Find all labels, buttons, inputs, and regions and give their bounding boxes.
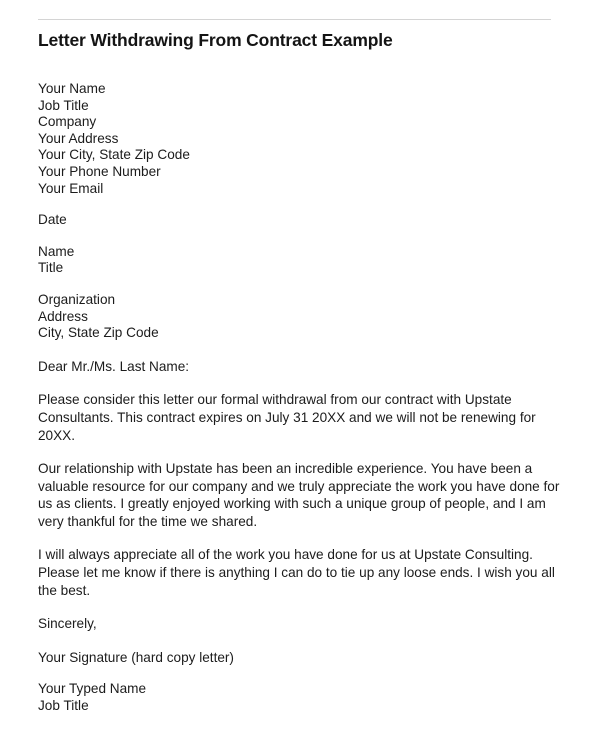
recipient-address-block (38, 292, 566, 342)
recipient-line: Title (38, 260, 64, 276)
sender-line: Your Address (38, 130, 119, 146)
sender-line: Your City, State Zip Code (38, 147, 190, 163)
body-paragraph: Our relationship with Upstate has been an incredible experience. You have been a valuable resource for our company and we truly appreciate the work you have done for us as clients. I greatly enjoyed working with such a unique group of people, and I am very thankful for the time we shared. (38, 461, 560, 529)
signoff-line: Job Title (38, 698, 89, 714)
salutation: Dear Mr./Ms. Last Name: (38, 358, 190, 374)
date-block (38, 212, 566, 229)
date-line: Date (38, 212, 67, 228)
recipient-name-block (38, 244, 566, 277)
sender-line: Company (38, 114, 97, 130)
sender-line: Job Title (38, 97, 89, 113)
page-title: Letter Withdrawing From Contract Example (38, 30, 393, 50)
sender-line: Your Phone Number (38, 163, 161, 179)
recipient-address-line: City, State Zip Code (38, 325, 159, 341)
letter-body (38, 30, 566, 715)
signoff-block (38, 681, 566, 714)
recipient-address-line: Organization (38, 291, 116, 307)
recipient-address-line: Address (38, 308, 88, 324)
body-paragraph: Please consider this letter our formal withdrawal from our contract with Upstate Consultants. This contract expires on July 31 20XX and we will not be renewing for 20XX. (38, 392, 536, 443)
sender-address-block (38, 81, 566, 197)
title-divider-rule (38, 19, 551, 20)
recipient-line: Name (38, 243, 75, 259)
signature-placeholder: Your Signature (hard copy letter) (38, 649, 234, 665)
signoff-line: Your Typed Name (38, 681, 147, 697)
sender-line: Your Name (38, 81, 106, 96)
sender-line: Your Email (38, 180, 104, 196)
closing: Sincerely, (38, 616, 97, 632)
body-paragraph: I will always appreciate all of the work you have done for us at Upstate Consulting. Please let me know if there is anything I can do to tie up any loose ends. I wish you all the best. (38, 547, 555, 598)
